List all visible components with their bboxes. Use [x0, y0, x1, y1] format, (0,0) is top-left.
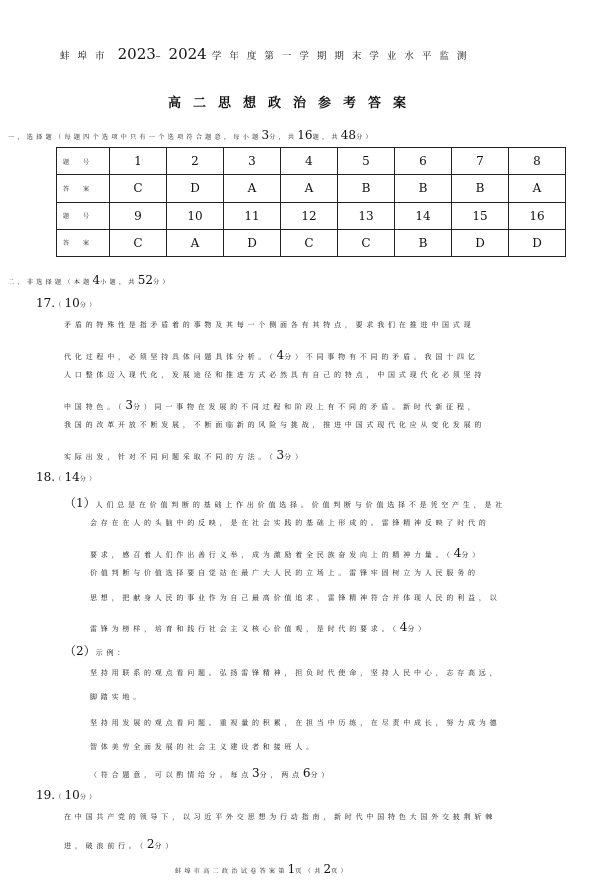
answer-cell: B [452, 175, 509, 202]
q19-line-1: 在中国共产党的领导下，以习近平外交思想为行动指南，新时代中国特色大国外交披荆斩棘 [64, 813, 496, 821]
answer-table [56, 147, 566, 257]
question-number: 16 [509, 202, 566, 229]
row-label: 答案 [57, 175, 110, 202]
header-rest: 学年度第一学期期末学业水平监测 [211, 51, 475, 62]
answer-cell: B [395, 229, 452, 256]
header-year-start: 2023 [117, 45, 156, 63]
answer-cell: A [509, 175, 566, 202]
answer-cell: B [395, 175, 452, 202]
header-dash: – [155, 51, 169, 62]
q18-part1-line-4: 价值判断与价值选择要自觉站在最广大人民的立场上。雷锋牢固树立为人民服务的 [90, 569, 479, 577]
answer-cell: D [452, 229, 509, 256]
table-row [57, 202, 566, 229]
q18-part1-line-2: 会存在在人的头脑中的反映，是在社会实践的基础上形成的。雷锋精神反映了时代的 [90, 519, 490, 527]
table-row [57, 175, 566, 202]
question-number: 2 [167, 148, 224, 175]
q18-part1-line-6: 雷锋为榜样，培育和践行社会主义核心价值观，是时代的要求。（4分） [90, 620, 429, 634]
row-label: 答案 [57, 229, 110, 256]
q17-line-2: 代化过程中，必须坚持具体问题具体分析。（4分）不同事物有不同的矛盾。我国十四亿 [64, 348, 479, 362]
header-year-end: 2024 [168, 45, 207, 63]
page-title: 高二思想政治参考答案 [168, 96, 419, 111]
q17-heading: 17.（10分） [36, 296, 99, 310]
q18-part2-line-2: 脚踏实地。 [90, 693, 144, 701]
question-number: 12 [281, 202, 338, 229]
question-number: 6 [395, 148, 452, 175]
q18-part2-line-3: 坚持用发展的观点看问题。重视量的积累，在担当中历练，在尽责中成长，努力成为德 [90, 719, 501, 727]
q17-line-1: 矛盾的特殊性是指矛盾着的事物及其每一个侧面各有其特点，要求我们在推进中国式现 [64, 321, 475, 329]
question-number: 3 [224, 148, 281, 175]
q18-part2-line-1: 坚持用联系的观点看问题。弘扬雷锋精神，担负时代使命，坚持人民中心，志存高远， [90, 669, 501, 677]
question-number: 4 [281, 148, 338, 175]
question-number: 7 [452, 148, 509, 175]
answer-cell: B [338, 175, 395, 202]
table-row [57, 229, 566, 256]
page-header [60, 44, 474, 63]
q18-part1-line-3: 要求，感召着人们作出善行义举，成为激励着全民族奋发向上的精神力量。（4分） [90, 546, 483, 560]
q19-heading: 19.（10分） [36, 788, 99, 802]
page-footer: 蚌埠市高二政治试卷答案第1页（共2页） [175, 862, 350, 876]
answer-cell: C [281, 229, 338, 256]
question-number: 14 [395, 202, 452, 229]
question-number: 11 [224, 202, 281, 229]
question-number: 9 [110, 202, 167, 229]
question-number: 13 [338, 202, 395, 229]
table-row [57, 148, 566, 175]
question-number: 10 [167, 202, 224, 229]
answer-cell: C [110, 175, 167, 202]
q18-part2-label: （2）示例： [64, 644, 129, 658]
section-2-heading: 二、非选择题（本题4小题，共52分） [8, 273, 172, 287]
answer-cell: A [281, 175, 338, 202]
question-number: 15 [452, 202, 509, 229]
answer-cell: D [224, 229, 281, 256]
question-number: 8 [509, 148, 566, 175]
question-number: 5 [338, 148, 395, 175]
answer-cell: A [167, 229, 224, 256]
row-label: 题号 [57, 202, 110, 229]
question-number: 1 [110, 148, 167, 175]
answer-cell: C [338, 229, 395, 256]
answer-cell: C [110, 229, 167, 256]
answer-cell: D [509, 229, 566, 256]
q18-heading: 18.（14分） [36, 470, 99, 484]
q17-line-5: 我国的改革开放不断发展，不断面临新的风险与挑战，推进中国式现代化应从变化发展的 [64, 421, 486, 429]
q17-line-4: 中国特色。（3分）同一事物在发展的不同过程和阶段上有不同的矛盾。新时代新征程， [64, 398, 479, 412]
q18-part1-line-1: （1）人们总是在价值判断的基础上作出价值选择。价值判断与价值选择不是凭空产生，是社 [64, 496, 507, 510]
section-1-heading: 一、选择题（每题四个选项中只有一个选项符合题意，每小题3分，共16题，共48分） [8, 128, 375, 142]
q18-part2-scoring: （符合题意，可以酌情给分。每点3分，两点6分） [90, 766, 333, 780]
q18-part1-line-5: 思想，把献身人民的事业作为自己最高价值追求，雷锋精神符合并体现人民的利益，以 [90, 594, 501, 602]
q18-part2-line-4: 智体美劳全面发展的社会主义建设者和接班人。 [90, 743, 317, 751]
answer-cell: A [224, 175, 281, 202]
q17-line-6: 实际出发，针对不同问题采取不同的方法。（3分） [64, 448, 306, 462]
q19-line-2: 进，破浪前行。（2分） [64, 837, 177, 851]
answer-cell: D [167, 175, 224, 202]
q17-line-3: 人口整体迈入现代化，发展途径和推进方式必然具有自己的特点，中国式现代化必须坚持 [64, 371, 486, 379]
header-city: 蚌埠市 [60, 51, 113, 62]
row-label: 题号 [57, 148, 110, 175]
